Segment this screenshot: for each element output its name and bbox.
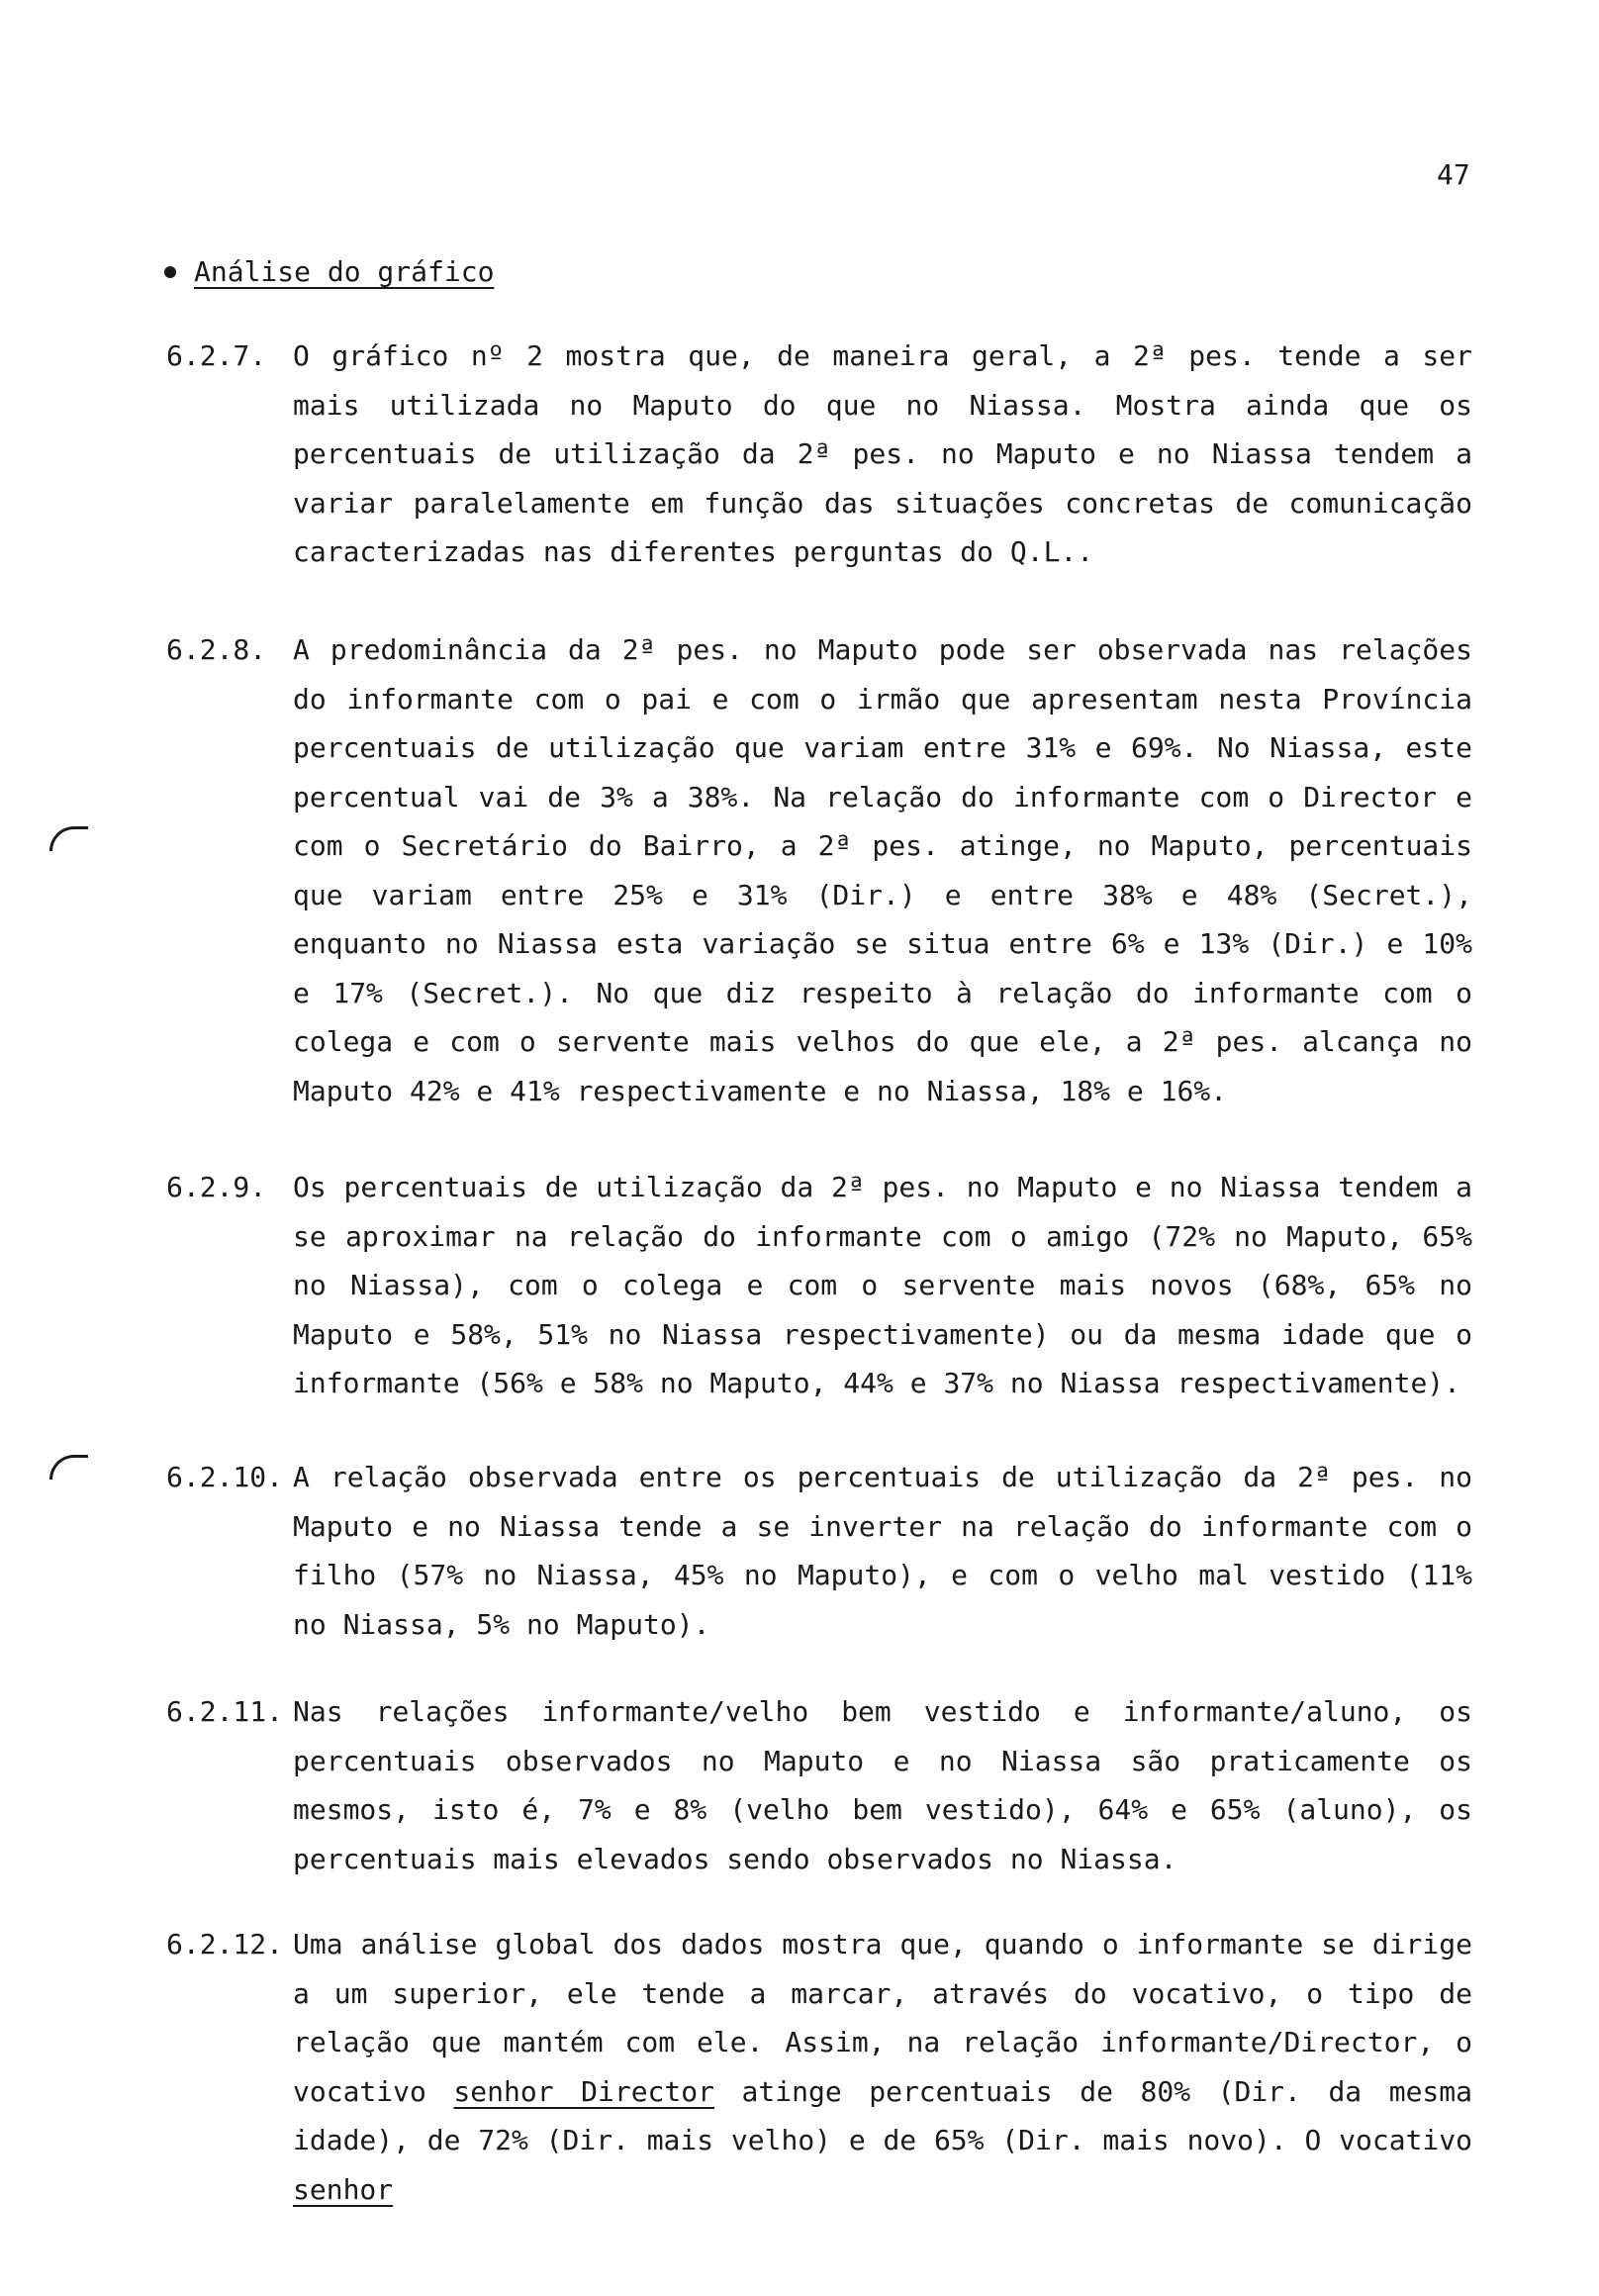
underlined-term: senhor Director (453, 2074, 714, 2108)
paragraph-text: A predominância da 2ª pes. no Maputo pode ser observada nas relações do informante com o pai e com o irmão que apresentam nesta Província percentuais de utilização que variam entre 31% e 69%. No Niassa, este percentual vai de 3% a 38%. Na relação do informante com o Director e com o Secretário do Bairro, a 2ª pes. atinge, no Maputo, percentuais que variam entre 25% e 31% (Dir.) e entre 38% e 48% (Secret.), enquanto no Niassa esta variação se situa entre 6% e 13% (Dir.) e 10% e 17% (Secret.). No que diz respeito à relação do informante com o colega e com o servente mais velhos do que ele, a 2ª pes. alcança no Maputo 42% e 41% respectivamente e no Niassa, 18% e 16%. (293, 633, 1472, 1107)
paragraph-number: 6.2.11. (166, 1695, 284, 1728)
paragraph-text (293, 1920, 1472, 2214)
margin-bracket-icon (49, 826, 88, 851)
paragraph-6-2-10 (166, 1453, 1472, 1649)
heading-text: Análise do gráfico (194, 255, 495, 288)
underlined-term: senhor (293, 2172, 394, 2206)
paragraph-number: 6.2.12. (166, 1928, 284, 1961)
paragraph-number: 6.2.9. (166, 1171, 267, 1203)
paragraph-6-2-7 (166, 332, 1472, 577)
paragraph-text: A relação observada entre os percentuais de utilização da 2ª pes. no Maputo e no Niassa tende a se inverter na relação do informante com o filho (57% no Niassa, 45% no Maputo), e com o velho mal vestido (11% no Niassa, 5% no Maputo). (293, 1461, 1472, 1641)
paragraph-6-2-12 (166, 1920, 1472, 2214)
paragraph-number: 6.2.8. (166, 633, 267, 666)
text-segment: atinge percentuais de 80% (Dir. da mesma idade), de 72% (Dir. mais velho) e de 65% (Dir. mais novo). O vocativo (293, 2074, 1472, 2156)
paragraph-6-2-9 (166, 1163, 1472, 1408)
paragraph-text: Os percentuais de utilização da 2ª pes. no Maputo e no Niassa tendem a se aproximar na relação do informante com o amigo (72% no Maputo, 65% no Niassa), com o colega e com o servente mais novos (68%, 65% no Maputo e 58%, 51% no Niassa respectivamente) ou da mesma idade que o informante (56% e 58% no Maputo, 44% e 37% no Niassa respectivamente). (293, 1171, 1472, 1399)
paragraph-6-2-11 (166, 1687, 1472, 1883)
paragraph-text: Nas relações informante/velho bem vestido e informante/aluno, os percentuais observados no Maputo e no Niassa são praticamente os mesmos, isto é, 7% e 8% (velho bem vestido), 64% e 65% (aluno), os percentuais mais elevados sendo observados no Niassa. (293, 1695, 1472, 1875)
section-heading (164, 255, 494, 288)
paragraph-6-2-8 (166, 625, 1472, 1115)
margin-bracket-icon (49, 1455, 88, 1480)
text-segment: Uma análise global dos dados mostra que, quando o informante se dirige a um superior, ele tende a marcar, através do vocativo, o tipo de relação que mantém com ele. Assim, na relação informante/Director, o vocativo (293, 1928, 1472, 2108)
paragraph-text: O gráfico nº 2 mostra que, de maneira geral, a 2ª pes. tende a ser mais utilizada no Maputo do que no Niassa. Mostra ainda que os percentuais de utilização da 2ª pes. no Maputo e no Niassa tendem a variar paralelamente em função das situações concretas de comunicação caracterizadas nas diferentes perguntas do Q.L.. (293, 339, 1472, 568)
paragraph-number: 6.2.7. (166, 339, 267, 372)
page-number: 47 (1437, 158, 1470, 191)
bullet-icon (164, 266, 176, 278)
paragraph-number: 6.2.10. (166, 1461, 284, 1493)
